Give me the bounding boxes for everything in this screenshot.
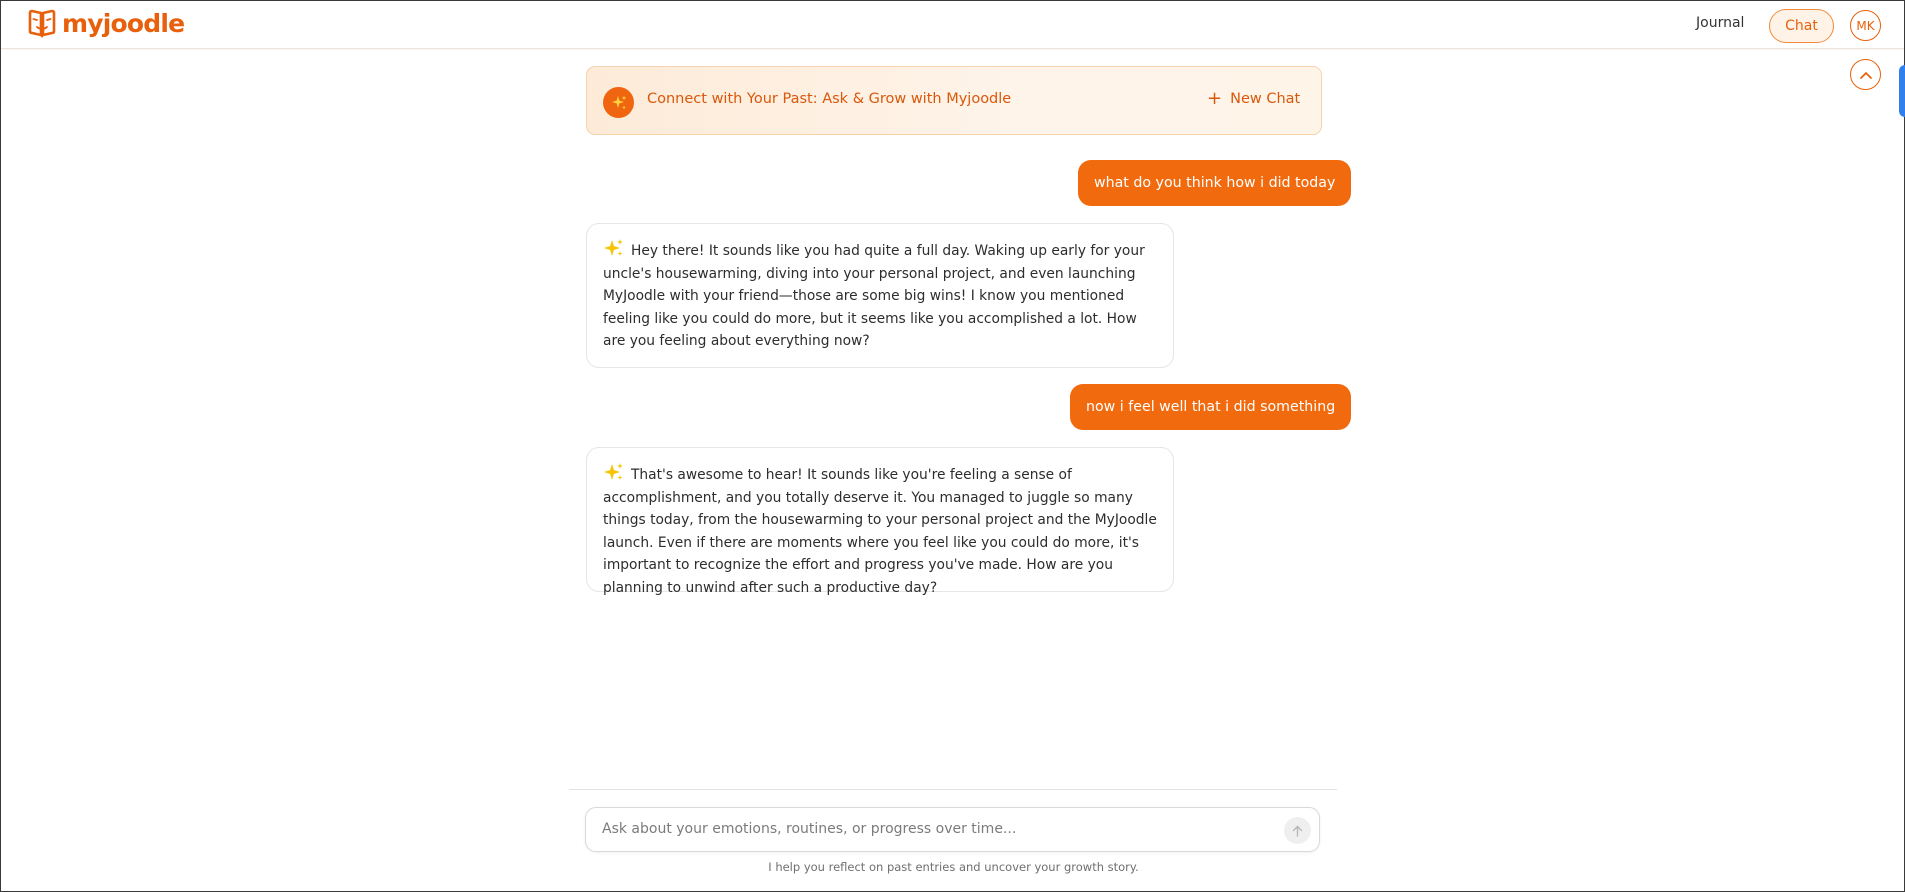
arrow-up-icon	[1292, 825, 1303, 837]
user-message: what do you think how i did today	[1078, 160, 1351, 206]
assistant-message	[586, 223, 1174, 368]
plus-icon: +	[1207, 88, 1223, 109]
top-header	[1, 1, 1904, 49]
chevron-up-icon	[1860, 71, 1872, 79]
sparkles-icon	[603, 87, 634, 118]
chat-composer	[585, 807, 1320, 852]
composer-hint: I help you reflect on past entries and uncover your growth story.	[768, 860, 1139, 874]
chat-banner	[586, 66, 1322, 135]
nav-chat-label: Chat	[1785, 18, 1818, 34]
nav-chat-button[interactable]	[1769, 9, 1834, 43]
journal-face-icon	[27, 8, 57, 39]
send-button[interactable]	[1284, 817, 1311, 844]
avatar-initials: MK	[1856, 18, 1875, 33]
logo-text: myjoodle	[62, 9, 185, 38]
new-chat-label: New Chat	[1230, 91, 1301, 107]
composer-divider	[569, 789, 1337, 790]
nav-journal-link[interactable]: Journal	[1696, 15, 1745, 31]
user-message: now i feel well that i did something	[1070, 384, 1351, 430]
new-chat-button[interactable]	[1207, 90, 1300, 108]
banner-title: Connect with Your Past: Ask & Grow with Myjoodle	[647, 91, 1012, 107]
sparkles-icon	[603, 238, 625, 258]
assistant-message-text: That's awesome to hear! It sounds like you're feeling a sense of accomplishment, and you totally deserve it. You managed to juggle so many things today, from the housewarming to your personal project and the MyJoodle launch. Even if there are moments where you feel like you could do more, it's important to recognize the effort and progress you've made. How are you planning to unwind after such a productive day?	[603, 467, 1157, 596]
logo[interactable]	[27, 8, 184, 39]
scroll-to-top-button[interactable]	[1850, 59, 1881, 90]
chat-input[interactable]	[586, 808, 1266, 850]
sparkles-icon	[603, 462, 625, 482]
side-panel-tab[interactable]	[1899, 65, 1905, 117]
assistant-message-text: Hey there! It sounds like you had quite a full day. Waking up early for your uncle's housewarming, diving into your personal project, and even launching MyJoodle with your friend—those are some big wins! I know you mentioned feeling like you could do more, but it seems like you accomplished a lot. How are you feeling about everything now?	[603, 243, 1145, 350]
assistant-message	[586, 447, 1174, 596]
avatar[interactable]	[1850, 10, 1881, 41]
